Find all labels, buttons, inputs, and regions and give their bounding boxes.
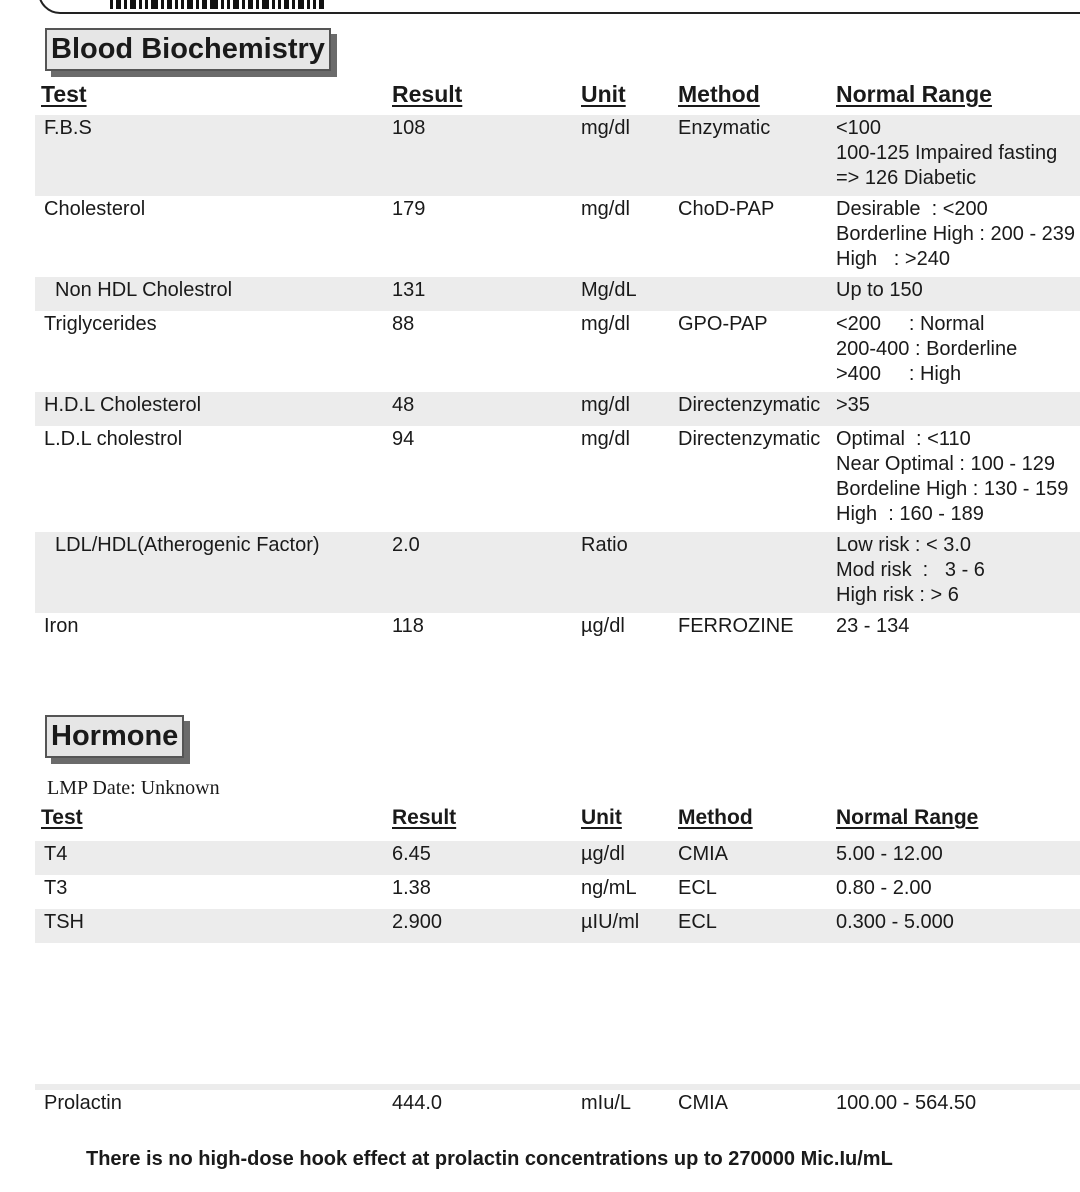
test-result: 118 <box>392 615 424 637</box>
test-unit: µg/dl <box>581 615 625 637</box>
test-normal-range: <100 100-125 Impaired fasting => 126 Diabetic <box>836 117 1058 189</box>
test-method: CMIA <box>678 1092 728 1114</box>
test-name: Non HDL Cholestrol <box>55 279 233 301</box>
test-normal-range: Optimal : <110 Near Optimal : 100 - 129 Bordeline High : 130 - 159 High : 160 - 189 <box>836 428 1069 525</box>
section-title-hormone: Hormone <box>45 715 184 758</box>
test-method: CMIA <box>678 843 728 865</box>
test-normal-range: <200 : Normal 200-400 : Borderline >400 : High <box>836 313 1018 385</box>
test-unit: mg/dl <box>581 313 630 335</box>
test-method: ChoD-PAP <box>678 198 775 220</box>
test-name: TSH <box>44 911 84 933</box>
test-method: ECL <box>678 877 717 899</box>
test-result: 2.0 <box>392 534 420 556</box>
test-result: 179 <box>392 198 426 220</box>
test-name: Prolactin <box>44 1092 122 1114</box>
test-result: 444.0 <box>392 1092 443 1114</box>
header-unit: Unit <box>581 81 626 107</box>
test-name: LDL/HDL(Atherogenic Factor) <box>55 534 320 556</box>
test-result: 94 <box>392 428 415 450</box>
header-test: Test <box>41 81 87 107</box>
header-method: Method <box>678 81 760 107</box>
table-row <box>35 426 1080 532</box>
header-result: Result <box>392 806 457 829</box>
test-unit: ng/mL <box>581 877 637 899</box>
test-name: Triglycerides <box>44 313 157 335</box>
test-method: Directenzymatic <box>678 394 821 416</box>
test-unit: Mg/dL <box>581 279 637 301</box>
table-row <box>35 115 1080 196</box>
test-name: T3 <box>44 877 68 899</box>
test-result: 131 <box>392 279 426 301</box>
test-method: Enzymatic <box>678 117 771 139</box>
table-row <box>35 532 1080 613</box>
table-row <box>35 277 1080 311</box>
test-normal-range: Up to 150 <box>836 279 923 301</box>
test-unit: µg/dl <box>581 843 625 865</box>
barcode <box>110 0 327 9</box>
table-row <box>35 875 1080 909</box>
biochem-table-header <box>0 81 1080 109</box>
test-unit: mIu/L <box>581 1092 632 1114</box>
test-normal-range: 23 - 134 <box>836 615 910 637</box>
test-unit: mg/dl <box>581 428 630 450</box>
header-test: Test <box>41 806 83 829</box>
test-method: Directenzymatic <box>678 428 821 450</box>
test-normal-range: 0.80 - 2.00 <box>836 877 932 899</box>
section-title-biochemistry: Blood Biochemistry <box>45 28 331 71</box>
test-unit: mg/dl <box>581 394 630 416</box>
test-normal-range: Low risk : < 3.0 Mod risk : 3 - 6 High risk : > 6 <box>836 534 985 606</box>
table-row <box>35 1090 1080 1124</box>
test-normal-range: >35 <box>836 394 870 416</box>
test-unit: µIU/ml <box>581 911 640 933</box>
test-name: Iron <box>44 615 79 637</box>
table-row <box>35 392 1080 426</box>
test-normal-range: 100.00 - 564.50 <box>836 1092 977 1114</box>
header-method: Method <box>678 806 753 829</box>
test-name: H.D.L Cholesterol <box>44 394 202 416</box>
test-method: ECL <box>678 911 717 933</box>
test-name: F.B.S <box>44 117 92 139</box>
test-method: FERROZINE <box>678 615 794 637</box>
table-row <box>35 613 1080 647</box>
header-normal-range: Normal Range <box>836 81 992 107</box>
test-name: Cholesterol <box>44 198 146 220</box>
table-row <box>35 841 1080 875</box>
header-normal-range: Normal Range <box>836 806 979 829</box>
test-unit: Ratio <box>581 534 628 556</box>
test-result: 1.38 <box>392 877 431 899</box>
test-unit: mg/dl <box>581 117 630 139</box>
test-normal-range: 5.00 - 12.00 <box>836 843 943 865</box>
test-result: 88 <box>392 313 415 335</box>
hormone-table-header <box>0 806 1080 834</box>
test-method: GPO-PAP <box>678 313 768 335</box>
test-unit: mg/dl <box>581 198 630 220</box>
test-normal-range: Desirable : <200 Borderline High : 200 - 239 High : >240 <box>836 198 1076 270</box>
prolactin-footnote: There is no high-dose hook effect at prolactin concentrations up to 270000 Mic.Iu/mL <box>86 1148 893 1170</box>
table-row <box>35 196 1080 277</box>
test-name: T4 <box>44 843 68 865</box>
table-row <box>35 909 1080 943</box>
test-result: 6.45 <box>392 843 431 865</box>
test-result: 2.900 <box>392 911 443 933</box>
test-result: 48 <box>392 394 415 416</box>
header-result: Result <box>392 81 463 107</box>
lmp-date: LMP Date: Unknown <box>47 777 220 799</box>
test-normal-range: 0.300 - 5.000 <box>836 911 954 933</box>
test-result: 108 <box>392 117 426 139</box>
header-unit: Unit <box>581 806 622 829</box>
test-name: L.D.L cholestrol <box>44 428 183 450</box>
table-row <box>35 311 1080 392</box>
